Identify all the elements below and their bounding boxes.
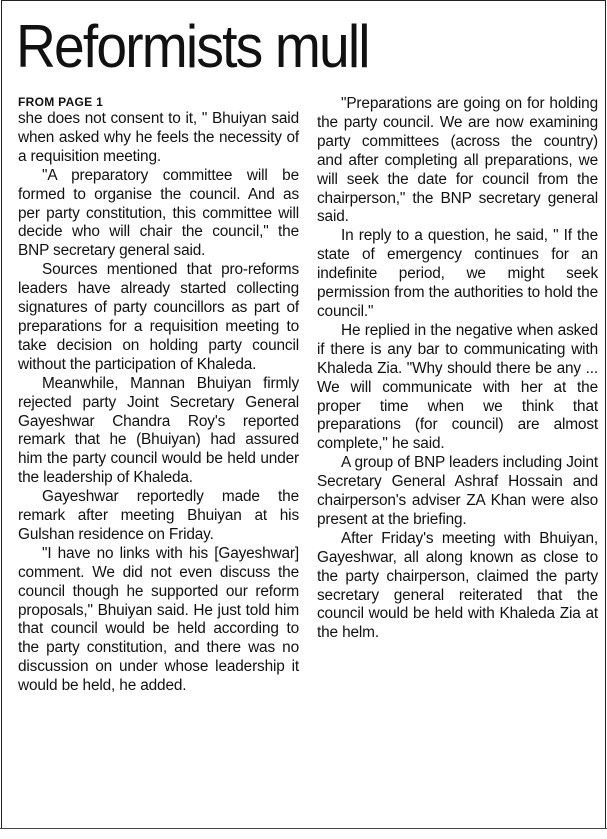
bottom-rule bbox=[0, 828, 607, 829]
paragraph: she does not consent to it, " Bhuiyan said when asked why he feels the necessity of a requisition meeting. bbox=[18, 110, 299, 165]
paragraph: He replied in the negative when asked if there is any bar to communicating with Khaleda Zia. "Why should there be any ... We will communicate with her at the proper time when we think that preparations (for council) are almost complete," he said. bbox=[317, 321, 598, 453]
paragraph: In reply to a question, he said, " If the state of emergency continues for an indefinite period, we might seek permission from the authorities to hold the council." bbox=[317, 227, 598, 320]
left-column bbox=[18, 95, 299, 696]
news-clipping bbox=[1, 0, 606, 829]
article-body bbox=[18, 95, 598, 696]
jump-label: FROM PAGE 1 bbox=[18, 95, 104, 109]
paragraph: After Friday's meeting with Bhuiyan, Gayeshwar, all along known as close to the party chairperson, claimed the party secretary general reiterated that the council would be held with Khaleda Zia at the helm. bbox=[317, 529, 598, 642]
paragraph: Meanwhile, Mannan Bhuiyan firmly rejected party Joint Secretary General Gayeshwar Chandra Roy's reported remark that he (Bhuiyan) had assured him the party council would be held under the leadership of Khaleda. bbox=[18, 374, 299, 487]
right-column bbox=[317, 95, 598, 696]
headline: Reformists mull bbox=[16, 13, 369, 80]
paragraph: "I have no links with his [Gayeshwar] comment. We did not even discuss the council though he supported our reform proposals," Bhuiyan said. He just told him that council would be held according to the party constitution, and there was no discussion on under whose leadership it would be held, he added. bbox=[18, 544, 299, 695]
paragraph: A group of BNP leaders including Joint Secretary General Ashraf Hossain and chairperson's adviser ZA Khan were also present at the briefing. bbox=[317, 454, 598, 528]
paragraph: "Preparations are going on for holding the party council. We are now examining party committees (across the country) and after completing all preparations, we will seek the date for council from the chairperson," the BNP secretary general said. bbox=[317, 95, 598, 226]
paragraph: "A preparatory committee will be formed to organise the council. And as per party constitution, this committee will decide who will chair the council," the BNP secretary general said. bbox=[18, 166, 299, 260]
paragraph: Sources mentioned that pro-reforms leaders have already started collecting signatures of party councillors as part of preparations for a requisition meeting to take decision on holding party council without the participation of Khaleda. bbox=[18, 261, 299, 373]
paragraph: Gayeshwar reportedly made the remark after meeting Bhuiyan at his Gulshan residence on Friday. bbox=[18, 488, 299, 543]
